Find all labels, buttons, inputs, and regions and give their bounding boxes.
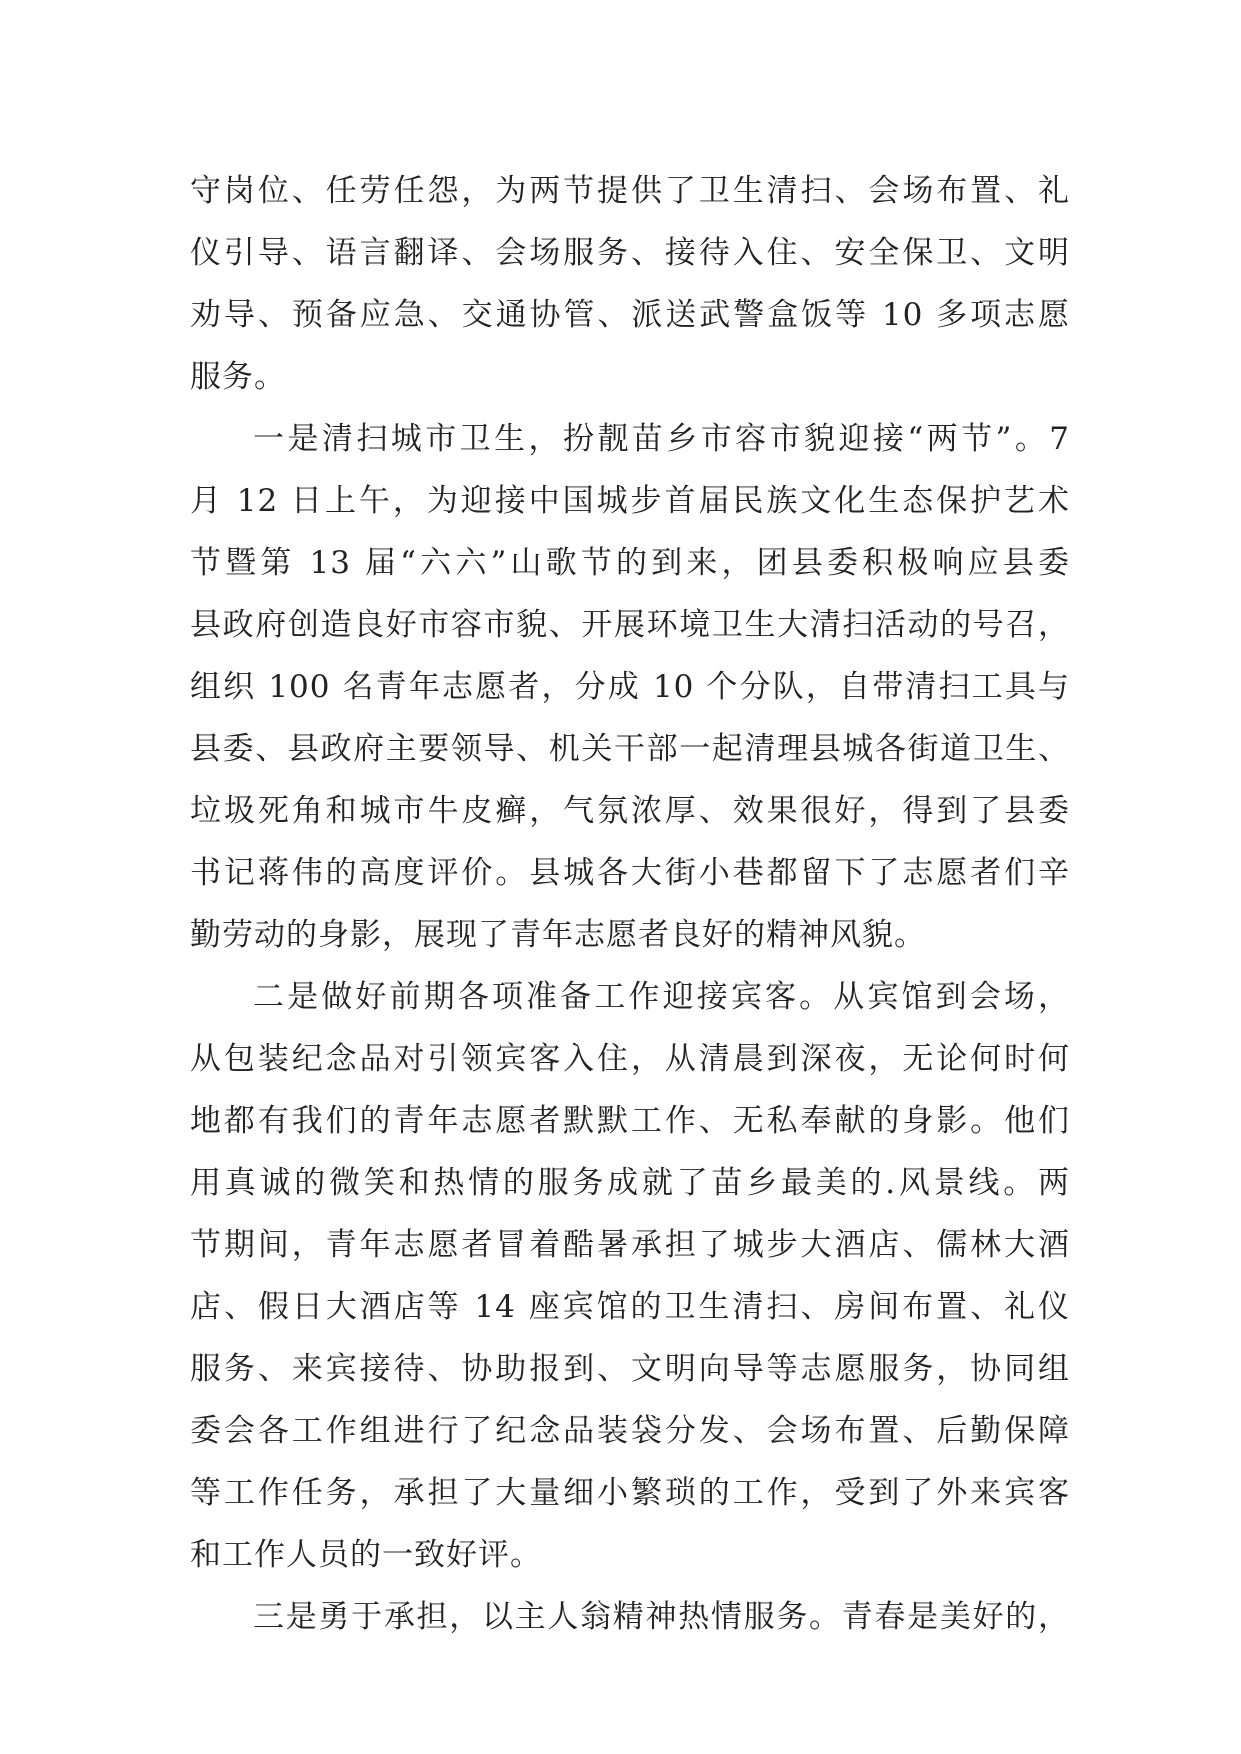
paragraph-start-line: 一是清扫城市卫生，扮靓苗乡市容市貌迎接“两节”。7 bbox=[253, 421, 1070, 457]
text-line: 用真诚的微笑和热情的服务成就了苗乡最美的.风景线。两 bbox=[190, 1165, 1070, 1201]
text-line: 节期间，青年志愿者冒着酷暑承担了城步大酒店、儒林大酒 bbox=[190, 1227, 1070, 1263]
text-line: 店、假日大酒店等 14 座宾馆的卫生清扫、房间布置、礼仪 bbox=[190, 1289, 1070, 1325]
text-line: 服务、来宾接待、协助报到、文明向导等志愿服务，协同组 bbox=[190, 1351, 1070, 1387]
text-line: 地都有我们的青年志愿者默默工作、无私奉献的身影。他们 bbox=[190, 1103, 1070, 1139]
text-line: 服务。 bbox=[190, 359, 286, 395]
text-line: 和工作人员的一致好评。 bbox=[190, 1537, 542, 1573]
text-line: 县委、县政府主要领导、机关干部一起清理县城各街道卫生、 bbox=[190, 731, 1070, 767]
text-line: 守岗位、任劳任怨，为两节提供了卫生清扫、会场布置、礼 bbox=[190, 173, 1070, 209]
body-text bbox=[190, 160, 1070, 1648]
text-line: 勤劳动的身影，展现了青年志愿者良好的精神风貌。 bbox=[190, 917, 926, 953]
text-line: 委会各工作组进行了纪念品装袋分发、会场布置、后勤保障 bbox=[190, 1413, 1070, 1449]
text-line: 组织 100 名青年志愿者，分成 10 个分队，自带清扫工具与 bbox=[190, 669, 1070, 705]
paragraph-start-line: 二是做好前期各项准备工作迎接宾客。从宾馆到会场， bbox=[253, 979, 1070, 1015]
text-line: 月 12 日上午，为迎接中国城步首届民族文化生态保护艺术 bbox=[190, 483, 1070, 519]
text-line: 县政府创造良好市容市貌、开展环境卫生大清扫活动的号召， bbox=[190, 607, 1070, 643]
text-line: 等工作任务，承担了大量细小繁琐的工作，受到了外来宾客 bbox=[190, 1475, 1070, 1511]
text-line: 仪引导、语言翻译、会场服务、接待入住、安全保卫、文明 bbox=[190, 235, 1070, 271]
text-line: 垃圾死角和城市牛皮癣，气氛浓厚、效果很好，得到了县委 bbox=[190, 793, 1070, 829]
text-line: 劝导、预备应急、交通协管、派送武警盒饭等 10 多项志愿 bbox=[190, 297, 1070, 333]
text-line: 书记蒋伟的高度评价。县城各大街小巷都留下了志愿者们辛 bbox=[190, 855, 1070, 891]
text-line: 节暨第 13 届“六六”山歌节的到来，团县委积极响应县委 bbox=[190, 545, 1070, 581]
text-line: 从包装纪念品对引领宾客入住，从清晨到深夜，无论何时何 bbox=[190, 1041, 1070, 1077]
paragraph-start-line: 三是勇于承担，以主人翁精神热情服务。青春是美好的， bbox=[253, 1599, 1070, 1635]
